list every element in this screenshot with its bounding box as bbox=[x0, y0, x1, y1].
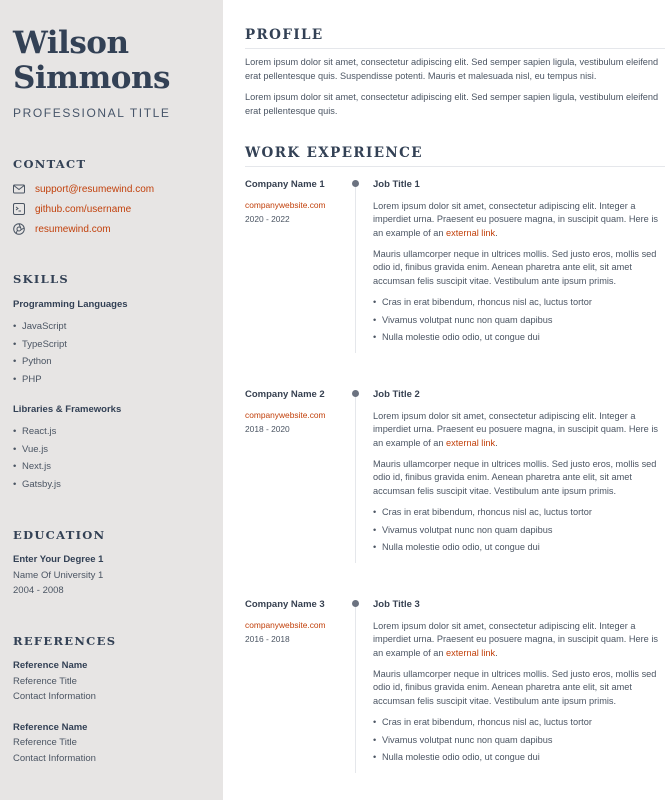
job-text: Lorem ipsum dolor sit amet, consectetur adipiscing elit. Integer a imperdiet urna. Praesent eu posuere magna, in suscipit quam. Here is an example of an bbox=[373, 411, 658, 448]
reference-name: Reference Name bbox=[13, 722, 88, 733]
reference-name: Reference Name bbox=[13, 660, 88, 671]
skills-heading: SKILLS bbox=[13, 272, 69, 286]
work-experience-heading: WORK EXPERIENCE bbox=[245, 145, 665, 167]
timeline-line bbox=[355, 397, 356, 563]
website-link[interactable]: resumewind.com bbox=[35, 223, 111, 235]
company-website-link[interactable]: companywebsite.com bbox=[245, 200, 326, 210]
degree: Enter Your Degree 1 bbox=[13, 554, 104, 565]
job-description: Mauris ullamcorper neque in ultrices mollis. Sed justo eros, mollis sed odio id, finibus gravida enim. Aenean pharetra ante elit, sit amet accumsan felis suscipit vitae. Vestibulum ante ipsum primis. bbox=[373, 459, 657, 496]
contact-github[interactable] bbox=[13, 203, 131, 215]
job-title: Job Title 2 bbox=[373, 389, 420, 400]
skill-group-title: Libraries & Frameworks bbox=[13, 404, 122, 415]
job-description: Mauris ullamcorper neque in ultrices mollis. Sed justo eros, mollis sed odio id, finibus gravida enim. Aenean pharetra ante elit, sit amet accumsan felis suscipit vitae. Vestibulum ante ipsum primis. bbox=[373, 669, 657, 706]
timeline-line bbox=[355, 607, 356, 773]
education-dates: 2004 - 2008 bbox=[13, 585, 64, 596]
job-bullet: • Nulla molestie odio odio, ut congue dui bbox=[373, 332, 540, 342]
contact-heading: CONTACT bbox=[13, 157, 87, 171]
skill-group-title: Programming Languages bbox=[13, 299, 128, 310]
job-text: Lorem ipsum dolor sit amet, consectetur adipiscing elit. Integer a imperdiet urna. Praesent eu posuere magna, in suscipit quam. Here is an example of an bbox=[373, 621, 658, 658]
contact-email[interactable] bbox=[13, 183, 154, 195]
job-dates: 2018 - 2020 bbox=[245, 424, 290, 434]
skill-item: • Vue.js bbox=[13, 444, 48, 455]
email-link[interactable]: support@resumewind.com bbox=[35, 183, 155, 195]
profile-paragraph: Lorem ipsum dolor sit amet, consectetur adipiscing elit. Sed semper sapien ligula, vestibulum eleifend erat pellentesque quis. bbox=[245, 92, 659, 116]
references-heading: REFERENCES bbox=[13, 634, 117, 648]
job-bullet: • Cras in erat bibendum, rhoncus nisl ac, luctus tortor bbox=[373, 717, 592, 727]
company-website-link[interactable]: companywebsite.com bbox=[245, 410, 326, 420]
profile-paragraph: Lorem ipsum dolor sit amet, consectetur adipiscing elit. Sed semper sapien ligula, vestibulum eleifend erat pellentesque quis. Suspendisse potenti. Mauris et malesuada nisl, eu tempus nisi. bbox=[245, 57, 659, 81]
job-bullet: • Cras in erat bibendum, rhoncus nisl ac, luctus tortor bbox=[373, 507, 592, 517]
candidate-name bbox=[13, 26, 170, 96]
company-name: Company Name 3 bbox=[245, 599, 325, 610]
timeline-dot bbox=[352, 600, 359, 607]
timeline-dot bbox=[352, 390, 359, 397]
job-description bbox=[373, 410, 665, 450]
external-link[interactable]: external link bbox=[446, 647, 496, 658]
timeline-dot bbox=[352, 180, 359, 187]
skill-item: • Next.js bbox=[13, 461, 51, 472]
job-bullet: • Vivamus volutpat nunc non quam dapibus bbox=[373, 735, 552, 745]
reference-title: Reference Title bbox=[13, 737, 77, 748]
skill-item: • Gatsby.js bbox=[13, 479, 61, 490]
skill-item: • PHP bbox=[13, 374, 42, 385]
company-website-link[interactable]: companywebsite.com bbox=[245, 620, 326, 630]
job-bullet: • Vivamus volutpat nunc non quam dapibus bbox=[373, 525, 552, 535]
timeline-line bbox=[355, 187, 356, 353]
skill-item: • React.js bbox=[13, 426, 56, 437]
mail-icon bbox=[13, 183, 25, 195]
skill-item: • TypeScript bbox=[13, 339, 67, 350]
skill-item: • Python bbox=[13, 356, 52, 367]
reference-title: Reference Title bbox=[13, 676, 77, 687]
job-dates: 2020 - 2022 bbox=[245, 214, 290, 224]
company-name: Company Name 1 bbox=[245, 179, 325, 190]
professional-title: PROFESSIONAL TITLE bbox=[13, 106, 171, 120]
github-link[interactable]: github.com/username bbox=[35, 203, 132, 215]
job-description: Mauris ullamcorper neque in ultrices mollis. Sed justo eros, mollis sed odio id, finibus gravida enim. Aenean pharetra ante elit, sit amet accumsan felis suscipit vitae. Vestibulum ante ipsum primis. bbox=[373, 249, 657, 286]
job-text: . bbox=[495, 227, 498, 238]
sidebar bbox=[0, 0, 223, 800]
job-bullet: • Cras in erat bibendum, rhoncus nisl ac, luctus tortor bbox=[373, 297, 592, 307]
job-dates: 2016 - 2018 bbox=[245, 634, 290, 644]
reference-contact: Contact Information bbox=[13, 753, 96, 764]
job-text: . bbox=[495, 647, 498, 658]
skill-item: • JavaScript bbox=[13, 321, 66, 332]
main-content bbox=[245, 0, 665, 800]
university: Name Of University 1 bbox=[13, 570, 104, 581]
job-bullet: • Nulla molestie odio odio, ut congue dui bbox=[373, 542, 540, 552]
name-line2: Simmons bbox=[13, 60, 170, 96]
job-bullet: • Nulla molestie odio odio, ut congue dui bbox=[373, 752, 540, 762]
job-text: Lorem ipsum dolor sit amet, consectetur adipiscing elit. Integer a imperdiet urna. Praesent eu posuere magna, in suscipit quam. Here is an example of an bbox=[373, 201, 658, 238]
job-bullet: • Vivamus volutpat nunc non quam dapibus bbox=[373, 315, 552, 325]
name-line1: Wilson bbox=[13, 25, 129, 61]
terminal-icon bbox=[13, 203, 25, 215]
contact-website[interactable] bbox=[13, 223, 111, 235]
job-text: . bbox=[495, 437, 498, 448]
job-description bbox=[373, 200, 665, 240]
job-description bbox=[373, 620, 665, 660]
external-link[interactable]: external link bbox=[446, 437, 496, 448]
external-link[interactable]: external link bbox=[446, 227, 496, 238]
education-heading: EDUCATION bbox=[13, 528, 106, 542]
profile-heading: PROFILE bbox=[245, 27, 665, 49]
company-name: Company Name 2 bbox=[245, 389, 325, 400]
reference-contact: Contact Information bbox=[13, 691, 96, 702]
globe-icon bbox=[13, 223, 25, 235]
job-title: Job Title 1 bbox=[373, 179, 420, 190]
job-title: Job Title 3 bbox=[373, 599, 420, 610]
